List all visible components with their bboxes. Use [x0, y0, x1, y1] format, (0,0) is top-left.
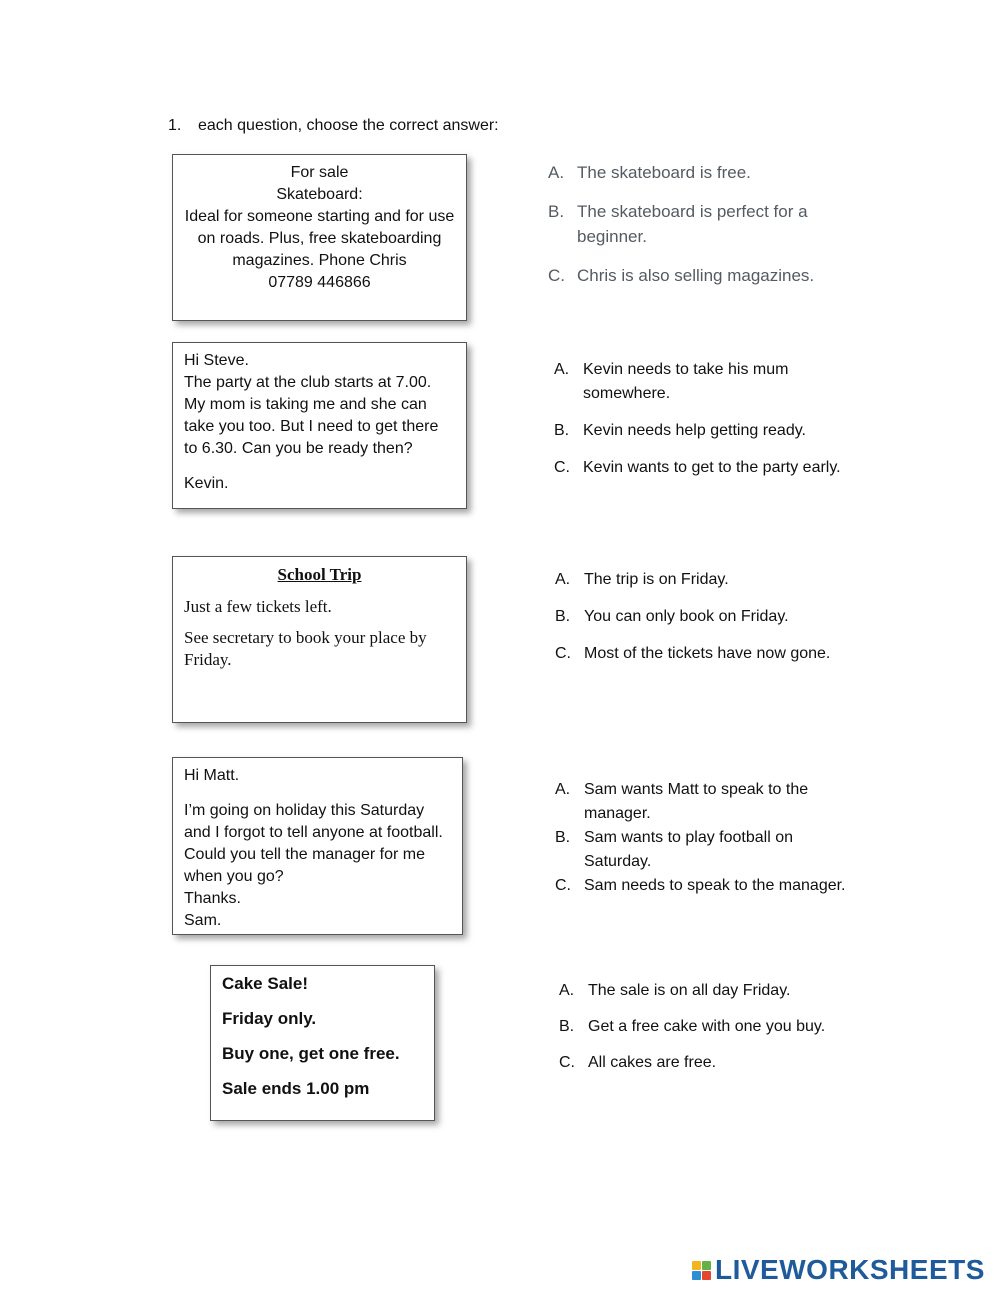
logo-square [702, 1271, 711, 1280]
notice-line: Sam. [184, 912, 222, 929]
notice-title: School Trip [277, 565, 362, 584]
answer-option[interactable]: A. The trip is on Friday. [555, 571, 729, 588]
answer-option[interactable]: B. Sam wants to play football on Saturday. [555, 829, 794, 870]
notice-line: 07789 446866 [268, 274, 371, 291]
answer-option[interactable]: A. The skateboard is free. [548, 163, 751, 182]
notice-line: Hi Matt. [184, 767, 240, 784]
notice-line: Cake Sale! [222, 974, 308, 993]
instruction-number: 1. [168, 117, 182, 134]
answer-options-q4 [555, 778, 855, 898]
notice-line: Sale ends 1.00 pm [222, 1079, 370, 1098]
answer-option[interactable]: C. Chris is also selling magazines. [548, 266, 815, 285]
answer-option[interactable]: A. Sam wants Matt to speak to the manager. [555, 781, 809, 822]
answer-options-q3 [555, 568, 855, 666]
notice-line: Just a few tickets left. [184, 597, 332, 616]
notice-line: Friday only. [222, 1009, 317, 1028]
notice-party-message [172, 342, 467, 509]
answer-option[interactable]: B. You can only book on Friday. [555, 608, 789, 625]
notice-line: Kevin. [184, 475, 229, 492]
notice-line: For sale [290, 164, 349, 181]
notice-line: See secretary to book your place by Friday. [184, 628, 427, 669]
logo-square [692, 1261, 701, 1270]
notice-for-sale [172, 154, 467, 321]
notice-line: Hi Steve. [184, 352, 249, 369]
notice-line: Thanks. [184, 890, 241, 907]
liveworksheets-logo [692, 1255, 985, 1285]
instruction [168, 117, 499, 135]
answer-option[interactable]: A. The sale is on all day Friday. [559, 982, 791, 999]
logo-square [702, 1261, 711, 1270]
answer-options-q1 [548, 160, 838, 288]
instruction-text: each question, choose the correct answer: [198, 117, 499, 134]
answer-options-q2 [554, 358, 844, 480]
answer-options-q5 [559, 979, 859, 1075]
answer-option[interactable]: B. Kevin needs help getting ready. [554, 422, 806, 439]
notice-cake-sale [210, 965, 435, 1121]
notice-school-trip [172, 556, 467, 723]
logo-text: LIVEWORKSHEETS [715, 1254, 985, 1285]
notice-line: The party at the club starts at 7.00. My mom is taking me and she can take you too. But I need to get there to 6.30. Can you be ready then? [184, 374, 439, 457]
notice-line: I’m going on holiday this Saturday and I forgot to tell anyone at football. Could you tell the manager for me when you go? [184, 802, 443, 885]
answer-option[interactable]: C. Most of the tickets have now gone. [555, 645, 831, 662]
answer-option[interactable]: A. Kevin needs to take his mum somewhere. [554, 361, 789, 402]
answer-option[interactable]: B. The skateboard is perfect for a beginner. [548, 202, 808, 246]
answer-option[interactable]: C. Sam needs to speak to the manager. [555, 877, 846, 894]
notice-line: Skateboard: [276, 186, 363, 203]
answer-option[interactable]: B. Get a free cake with one you buy. [559, 1018, 826, 1035]
notice-holiday-message [172, 757, 463, 935]
answer-option[interactable]: C. All cakes are free. [559, 1054, 717, 1071]
notice-line: Buy one, get one free. [222, 1044, 400, 1063]
logo-square [692, 1271, 701, 1280]
answer-option[interactable]: C. Kevin wants to get to the party early. [554, 459, 841, 476]
notice-line: Ideal for someone starting and for use on roads. Plus, free skateboarding magazines. Phone Chris [184, 208, 455, 269]
logo-mark-icon [692, 1261, 711, 1280]
